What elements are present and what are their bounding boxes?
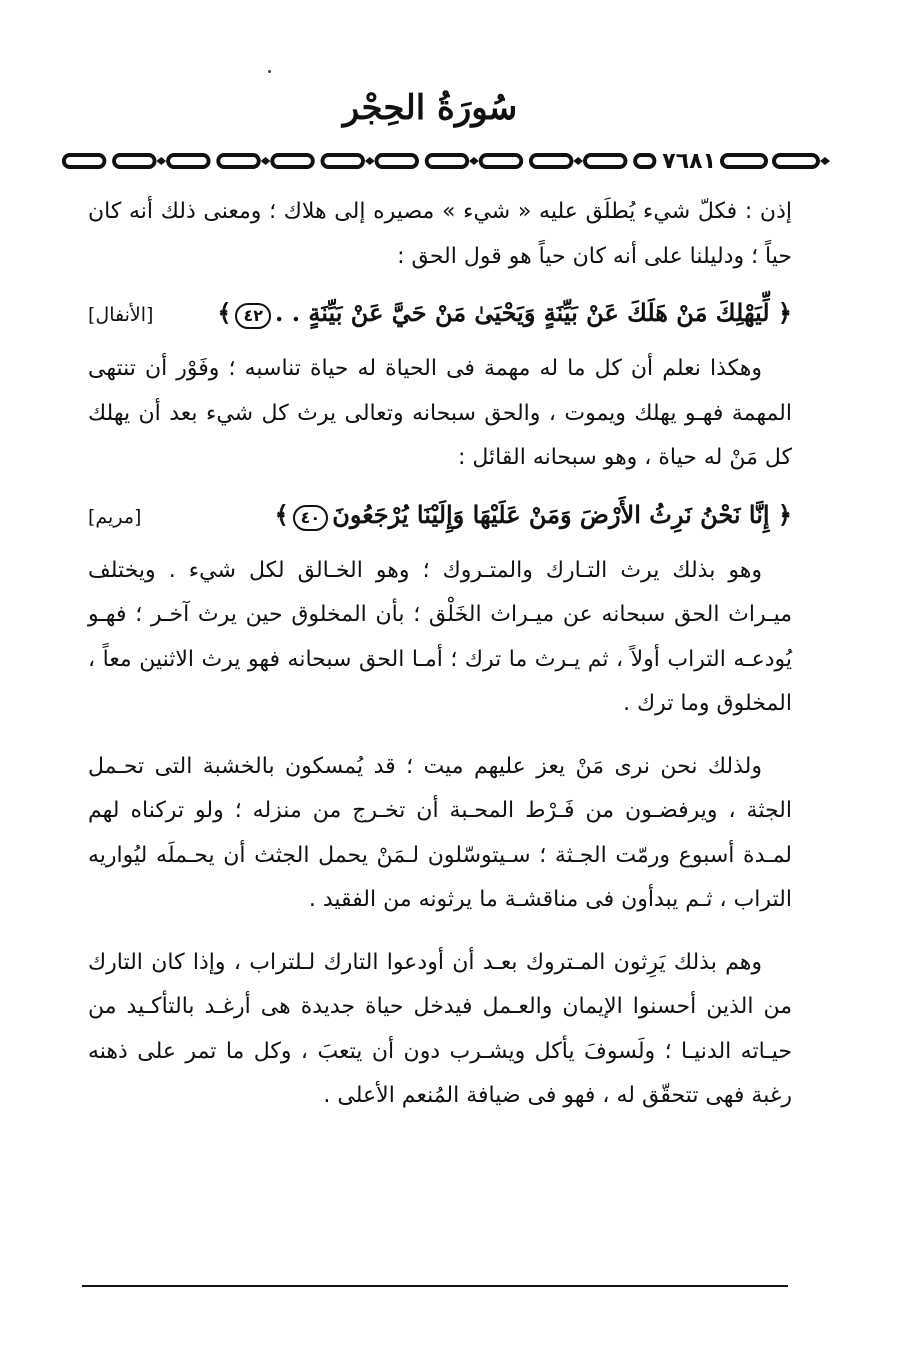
- surah-title: سُورَةُ الحِجْر: [342, 88, 518, 128]
- verse-anfal-body: ﴿ لِّيَهْلِكَ مَنْ هَلَكَ عَنْ بَيِّنَةٍ وَيَحْيَىٰ مَنْ حَيَّ عَنْ بَيِّنَةٍ . .: [275, 298, 792, 327]
- verse-maryam-text: [275, 493, 792, 538]
- paragraph-1: إذن : فكلّ شيء يُطلَق عليه « شيء » مصيره إلى هلاك ؛ ومعنى ذلك أنه كان حياً ؛ ودليلنا على أنه كان حياً هو قول الحق :: [88, 199, 792, 269]
- verse-close-bracket: ﴾: [274, 499, 289, 529]
- paragraph-3: وهو بذلك يرث التـارك والمتـروك ؛ وهو الخـالق لكل شيء . ويختلف ميـراث الحق سبحانه عن ميـراث الخَلْق ؛ بأن المخلوق حين يرث آخـر ؛ فهـو يُودعـه التراب أولاً ، ثم يـرث ما ترك ؛ أمـا الحق سبحانه فهو يرث الاثنين معاً ، المخلوق وما ترك .: [88, 557, 792, 716]
- header-ornament-border: [60, 148, 830, 174]
- paragraph-5: وهم بذلك يَرِثون المـتروك بعـد أن أودعوا التارك لـلتراب ، وإذا كان التارك من الذين أحسنوا الإيمان والعـمل فيدخل حياة جديدة هى أرغـد بالتأكـيد من حيـاته الدنيـا ؛ ولَسوفَ يأكل ويشـرب دون أن يتعبَ ، وكل ما تمر على ذهنه رغبة فهى تتحقّق له ، فهو فى ضيافة المُنعم الأعلى .: [88, 949, 792, 1108]
- ornament-chain-right-icon: [60, 148, 658, 174]
- page-body: [88, 190, 792, 1119]
- footer-rule: [82, 1285, 788, 1287]
- paragraph-2: وهكذا نعلم أن كل ما له مهمة فى الحياة له حياة تناسبه ؛ وفَوْر أن تنتهى المهمة فهـو يهلك ويموت ، والحق سبحانه وتعالى يرث كل شيء بعد أن يهلك كل مَنْ له حياة ، وهو سبحانه القائل :: [88, 356, 792, 470]
- verse-number-marker: ٤٢: [235, 303, 271, 329]
- print-speck: [268, 70, 271, 73]
- verse-anfal-text: [217, 291, 792, 336]
- verse-number-marker: ٤٠: [293, 505, 329, 531]
- ornament-chain-left-icon: [720, 148, 830, 174]
- page-number: ٧٦٨١: [662, 148, 716, 174]
- verse-reference: [مريم]: [88, 505, 142, 528]
- verse-reference: [الأنفال]: [88, 304, 154, 326]
- verse-anfal: [88, 287, 792, 347]
- verse-maryam: [88, 489, 792, 549]
- verse-maryam-body: ﴿ إِنَّا نَحْنُ نَرِثُ الأَرْضَ وَمَنْ عَلَيْهَا وَإِلَيْنَا يُرْجَعُونَ: [332, 499, 792, 529]
- verse-close-bracket: ﴾: [217, 298, 232, 327]
- paragraph-4: ولذلك نحن نرى مَنْ يعز عليهم ميت ؛ قد يُمسكون بالخشبة التى تحـمل الجثة ، ويرفضـون من فَـرْط المحـبة أن تخـرج من منزله ؛ ولو تركناه لهم لمـدة أسبوع ورمّت الجـثة ؛ سـيتوسّلون لـمَنْ يحمل الجثث أن يحـملَه ليُواريه التراب ، ثـم يبدأون فى مناقشـة ما يرثونه من الفقيد .: [88, 753, 792, 912]
